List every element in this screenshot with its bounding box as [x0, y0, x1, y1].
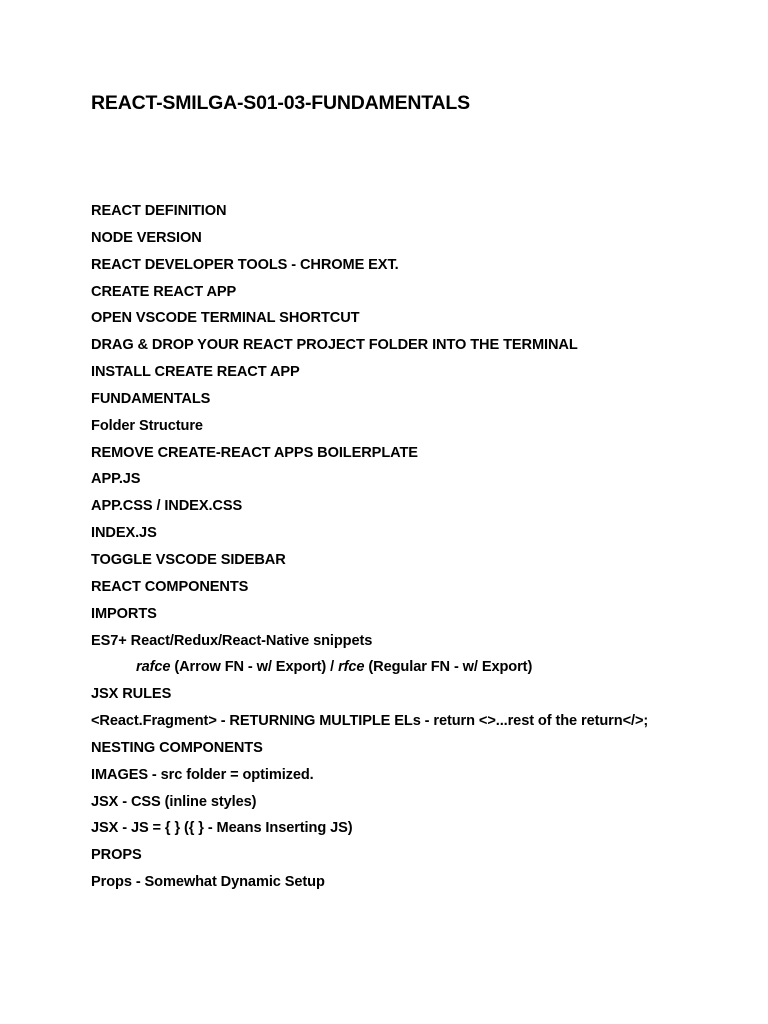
list-item: NESTING COMPONENTS: [91, 739, 263, 756]
list-item: CREATE REACT APP: [91, 283, 237, 300]
document-title: REACT-SMILGA-S01-03-FUNDAMENTALS: [91, 92, 470, 114]
list-item: TOGGLE VSCODE SIDEBAR: [91, 551, 286, 568]
list-item: APP.JS: [91, 471, 141, 488]
list-item: INSTALL CREATE REACT APP: [91, 364, 300, 381]
list-item: OPEN VSCODE TERMINAL SHORTCUT: [91, 310, 360, 327]
list-item: REACT DEFINITION: [91, 203, 227, 219]
list-item: DRAG & DROP YOUR REACT PROJECT FOLDER INTO THE TERMINAL: [91, 337, 578, 354]
list-item: JSX - CSS (inline styles): [91, 793, 257, 810]
list-item: FUNDAMENTALS: [91, 390, 211, 407]
snippet-rafce: rafce: [136, 659, 171, 676]
list-item: PROPS: [91, 847, 142, 864]
list-item: JSX - JS = { } ({ } - Means Inserting JS): [91, 820, 353, 837]
list-item: REMOVE CREATE-REACT APPS BOILERPLATE: [91, 444, 418, 461]
snippet-line: [91, 656, 648, 683]
list-item: JSX RULES: [91, 686, 172, 703]
list-item: REACT DEVELOPER TOOLS - CHROME EXT.: [91, 256, 399, 273]
list-item: <React.Fragment> - RETURNING MULTIPLE ELs - return <>...rest of the return</>;: [91, 713, 649, 730]
list-item: APP.CSS / INDEX.CSS: [91, 498, 243, 515]
list-item: NODE VERSION: [91, 229, 202, 246]
list-item: Props - Somewhat Dynamic Setup: [91, 874, 325, 891]
snippet-rfce-desc: (Regular FN - w/ Export): [364, 659, 533, 676]
snippet-rafce-desc: (Arrow FN - w/ Export) /: [170, 659, 339, 676]
list-item: ES7+ React/Redux/React-Native snippets: [91, 632, 373, 649]
list-item: INDEX.JS: [91, 525, 157, 542]
list-item: IMAGES - src folder = optimized.: [91, 766, 314, 783]
topic-list: [91, 200, 648, 898]
snippet-rfce: rfce: [338, 659, 365, 676]
list-item: REACT COMPONENTS: [91, 578, 249, 595]
list-item: Folder Structure: [91, 417, 203, 434]
list-item: IMPORTS: [91, 605, 157, 622]
